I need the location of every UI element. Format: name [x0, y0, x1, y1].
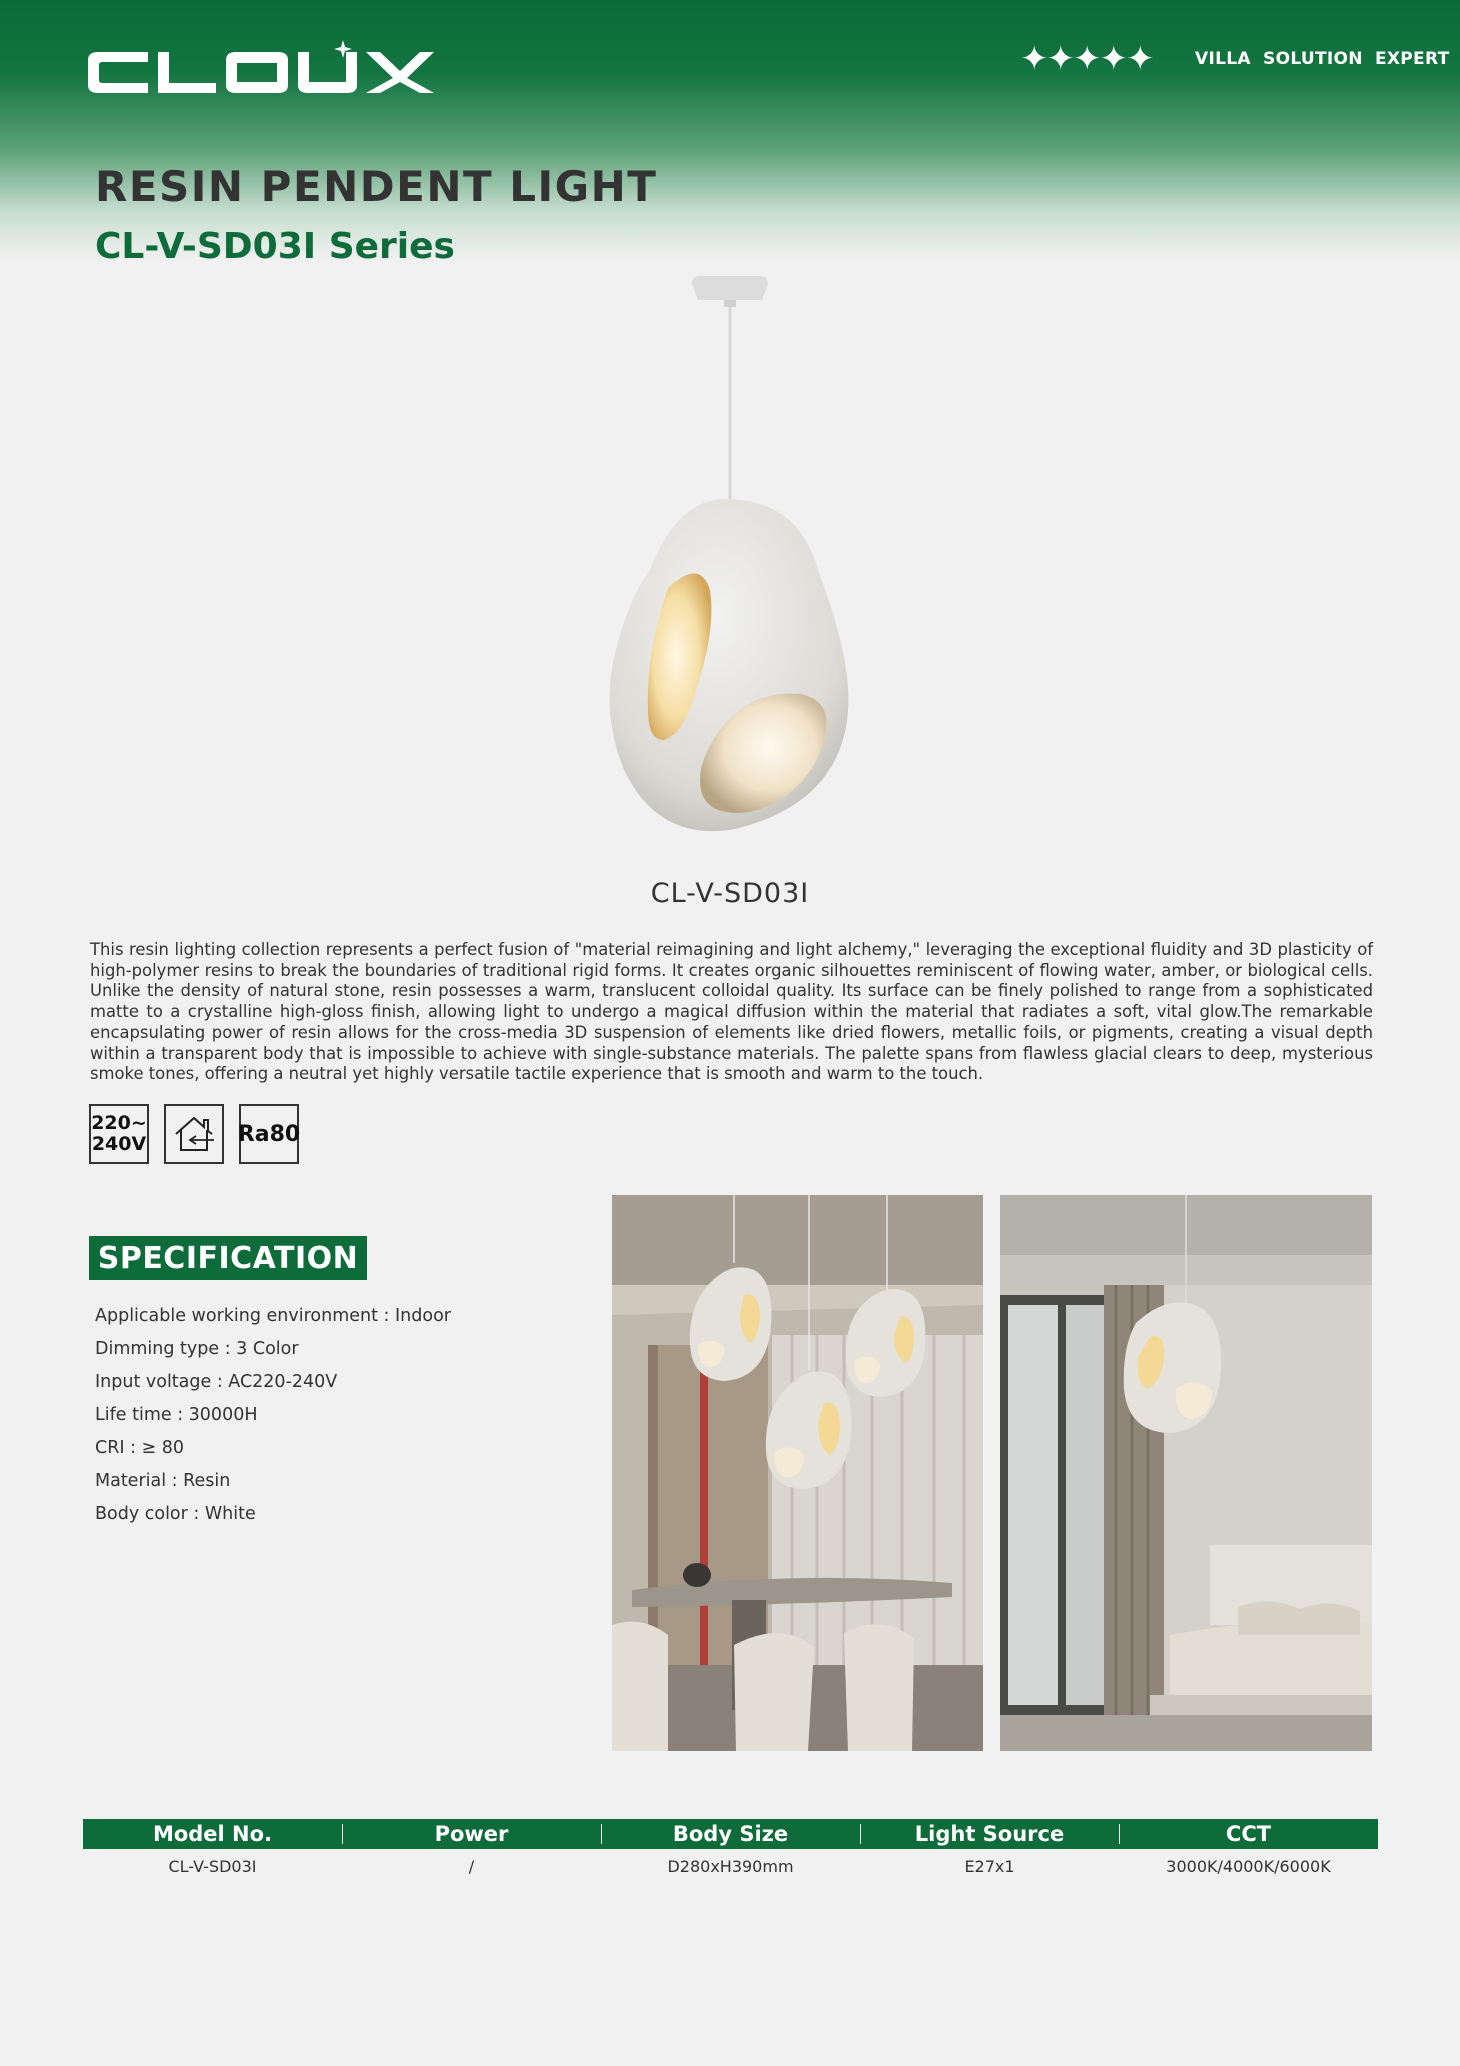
table-cell-body-size: D280xH390mm [667, 1857, 794, 1876]
table-row [83, 1857, 1378, 1876]
spec-item: Applicable working environment : Indoor [95, 1306, 451, 1326]
header-band [0, 0, 1460, 260]
table-cell-light-source: E27x1 [964, 1857, 1015, 1876]
series-title: CL-V-SD03I Series [95, 226, 455, 267]
table-header-cct: CCT [1119, 1819, 1378, 1849]
page-title: RESIN PENDENT LIGHT [95, 162, 658, 211]
spec-table-header [83, 1819, 1378, 1849]
table-header-body-size: Body Size [601, 1819, 860, 1849]
product-description: This resin lighting collection represents a perfect fusion of "material reimagining and light alchemy," leveraging the exceptional fluidity and 3D plasticity of high-polymer resins to break the boundaries of traditional rigid forms. It creates organic silhouettes reminiscent of flowing water, amber, or biological cells. Unlike the density of natural stone, resin possesses a warm, translucent colloidal quality. Its surface can be finely polished to range from a sophisticated matte to a crystalline high-gloss finish, allowing light to undergo a magical diffusion within the material that radiates a soft, vital glow.The remarkable encapsulating power of resin allows for the cross-media 3D suspension of elements like dried flowers, metallic foils, or pigments, creating a visual depth within a transparent body that is impossible to achieve with single-substance materials. The palette spans from flawless glacial clears to deep, mysterious smoke tones, offering a neutral yet highly versatile tactile experience that is smooth and warm to the touch. [90, 940, 1373, 1084]
table-header-model: Model No. [152, 1822, 273, 1846]
voltage-badge [89, 1104, 149, 1164]
cloux-logo [84, 40, 436, 104]
spec-item: Input voltage : AC220-240V [95, 1372, 338, 1392]
spec-item: Life time : 30000H [95, 1405, 258, 1425]
dining-room-photo [612, 1195, 983, 1751]
spec-item: Material : Resin [95, 1471, 231, 1491]
rating-stars: ✦✦✦✦✦ [1020, 39, 1153, 79]
table-cell-power: / [468, 1857, 475, 1876]
spec-item: CRI : ≥ 80 [95, 1438, 185, 1458]
indoor-badge [164, 1104, 224, 1164]
brand-tagline: VILLA SOLUTION EXPERT [1195, 49, 1450, 69]
table-cell-cct: 3000K/4000K/6000K [1166, 1857, 1331, 1876]
specification-heading: SPECIFICATION [89, 1236, 367, 1280]
model-caption: CL-V-SD03I [650, 878, 810, 909]
voltage-badge-line1: 220~ [91, 1112, 147, 1134]
indoor-house-icon [170, 1112, 218, 1156]
table-cell-model: CL-V-SD03I [168, 1857, 257, 1876]
table-header-light-source: Light Source [860, 1819, 1119, 1849]
table-header-power: Power [342, 1819, 601, 1849]
voltage-badge-line2: 240V [91, 1133, 147, 1155]
specification-list [95, 1300, 451, 1531]
pendant-lamp-image [590, 270, 870, 840]
spec-item: Body color : White [95, 1504, 256, 1524]
cri-badge: Ra80 [239, 1104, 299, 1164]
bedroom-photo [1000, 1195, 1372, 1751]
spec-item: Dimming type : 3 Color [95, 1339, 299, 1359]
